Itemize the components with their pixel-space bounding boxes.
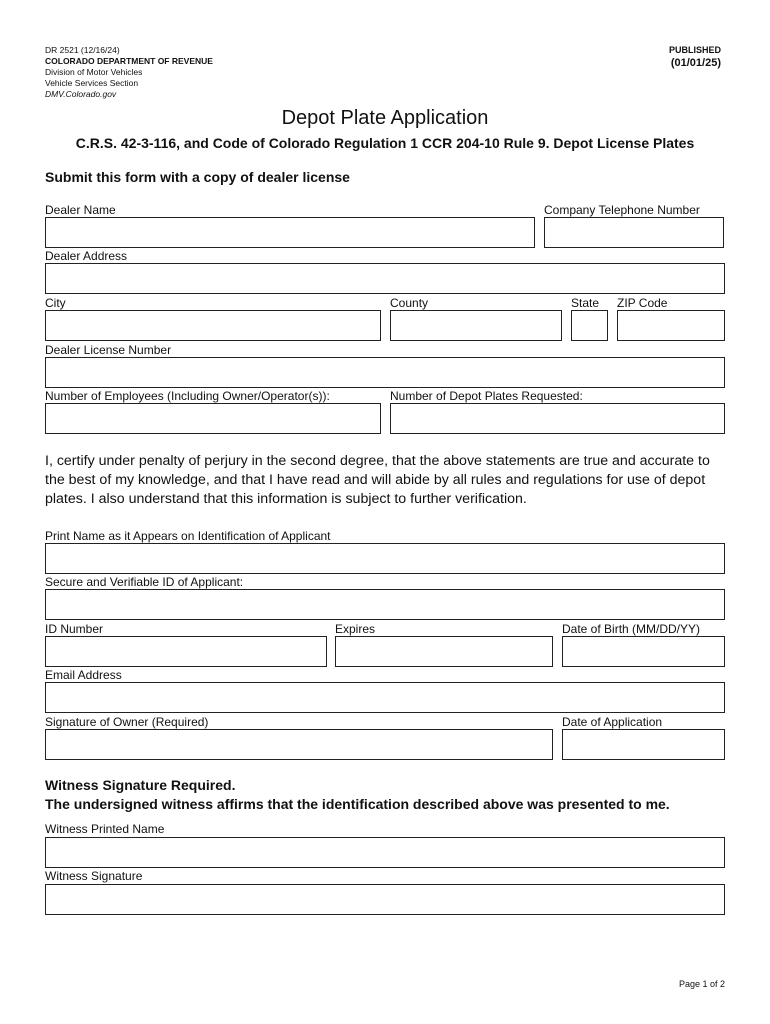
- owner-signature-label: Signature of Owner (Required): [45, 715, 209, 729]
- submit-instruction: Submit this form with a copy of dealer license: [45, 169, 350, 185]
- plates-requested-field[interactable]: [390, 403, 725, 434]
- page-title: Depot Plate Application: [281, 107, 489, 129]
- application-date-label: Date of Application: [562, 715, 663, 729]
- email-field[interactable]: [45, 682, 725, 713]
- published-label: PUBLISHED: [668, 45, 721, 55]
- secure-id-label: Secure and Verifiable ID of Applicant:: [45, 575, 244, 589]
- city-field[interactable]: [45, 310, 381, 341]
- dob-field[interactable]: [562, 636, 725, 667]
- dealer-name-field[interactable]: [45, 217, 535, 248]
- dealer-address-field[interactable]: [45, 263, 725, 294]
- website-link: DMV.Colorado.gov: [45, 89, 117, 99]
- dob-label: Date of Birth (MM/DD/YY): [562, 622, 701, 636]
- zip-label: ZIP Code: [617, 296, 668, 310]
- published-date: (01/01/25): [670, 57, 721, 69]
- expires-label: Expires: [335, 622, 376, 636]
- department-name: COLORADO DEPARTMENT OF REVENUE: [45, 56, 213, 66]
- certification-text: I, certify under penalty of perjury in the second degree, that the above statements are true and accurate to the best of my knowledge, and that I have read and will abide by all rules and regulations for use of depot plates. I also understand that this information is subject to further verification.: [45, 453, 710, 507]
- zip-field[interactable]: [617, 310, 725, 341]
- license-number-field[interactable]: [45, 357, 725, 388]
- state-field[interactable]: [571, 310, 608, 341]
- county-field[interactable]: [390, 310, 562, 341]
- id-number-label: ID Number: [45, 622, 104, 636]
- page-subtitle: C.R.S. 42-3-116, and Code of Colorado Regulation 1 CCR 204-10 Rule 9. Depot License Plates: [75, 135, 695, 151]
- secure-id-field[interactable]: [45, 589, 725, 620]
- owner-signature-field[interactable]: [45, 729, 553, 760]
- employees-field[interactable]: [45, 403, 381, 434]
- company-phone-label: Company Telephone Number: [544, 203, 700, 217]
- witness-signature-label: Witness Signature: [45, 869, 143, 883]
- form-number: DR 2521 (12/16/24): [45, 45, 120, 55]
- dealer-name-label: Dealer Name: [45, 203, 116, 217]
- company-phone-field[interactable]: [544, 217, 724, 248]
- plates-requested-label: Number of Depot Plates Requested:: [390, 389, 583, 403]
- witness-heading: Witness Signature Required.: [45, 777, 236, 793]
- witness-name-field[interactable]: [45, 837, 725, 868]
- section-name: Vehicle Services Section: [45, 78, 139, 88]
- print-name-label: Print Name as it Appears on Identification of Applicant: [45, 529, 331, 543]
- witness-signature-field[interactable]: [45, 884, 725, 915]
- state-label: State: [571, 296, 600, 310]
- expires-field[interactable]: [335, 636, 553, 667]
- witness-statement: The undersigned witness affirms that the identification described above was presented to me.: [45, 796, 670, 812]
- city-label: City: [45, 296, 66, 310]
- id-number-field[interactable]: [45, 636, 327, 667]
- email-label: Email Address: [45, 668, 122, 682]
- witness-name-label: Witness Printed Name: [45, 822, 165, 836]
- division-name: Division of Motor Vehicles: [45, 67, 143, 77]
- dealer-address-label: Dealer Address: [45, 249, 128, 263]
- application-date-field[interactable]: [562, 729, 725, 760]
- print-name-field[interactable]: [45, 543, 725, 574]
- license-number-label: Dealer License Number: [45, 343, 172, 357]
- page-number: Page 1 of 2: [678, 979, 725, 989]
- county-label: County: [390, 296, 429, 310]
- employees-label: Number of Employees (Including Owner/Operator(s)):: [45, 389, 330, 403]
